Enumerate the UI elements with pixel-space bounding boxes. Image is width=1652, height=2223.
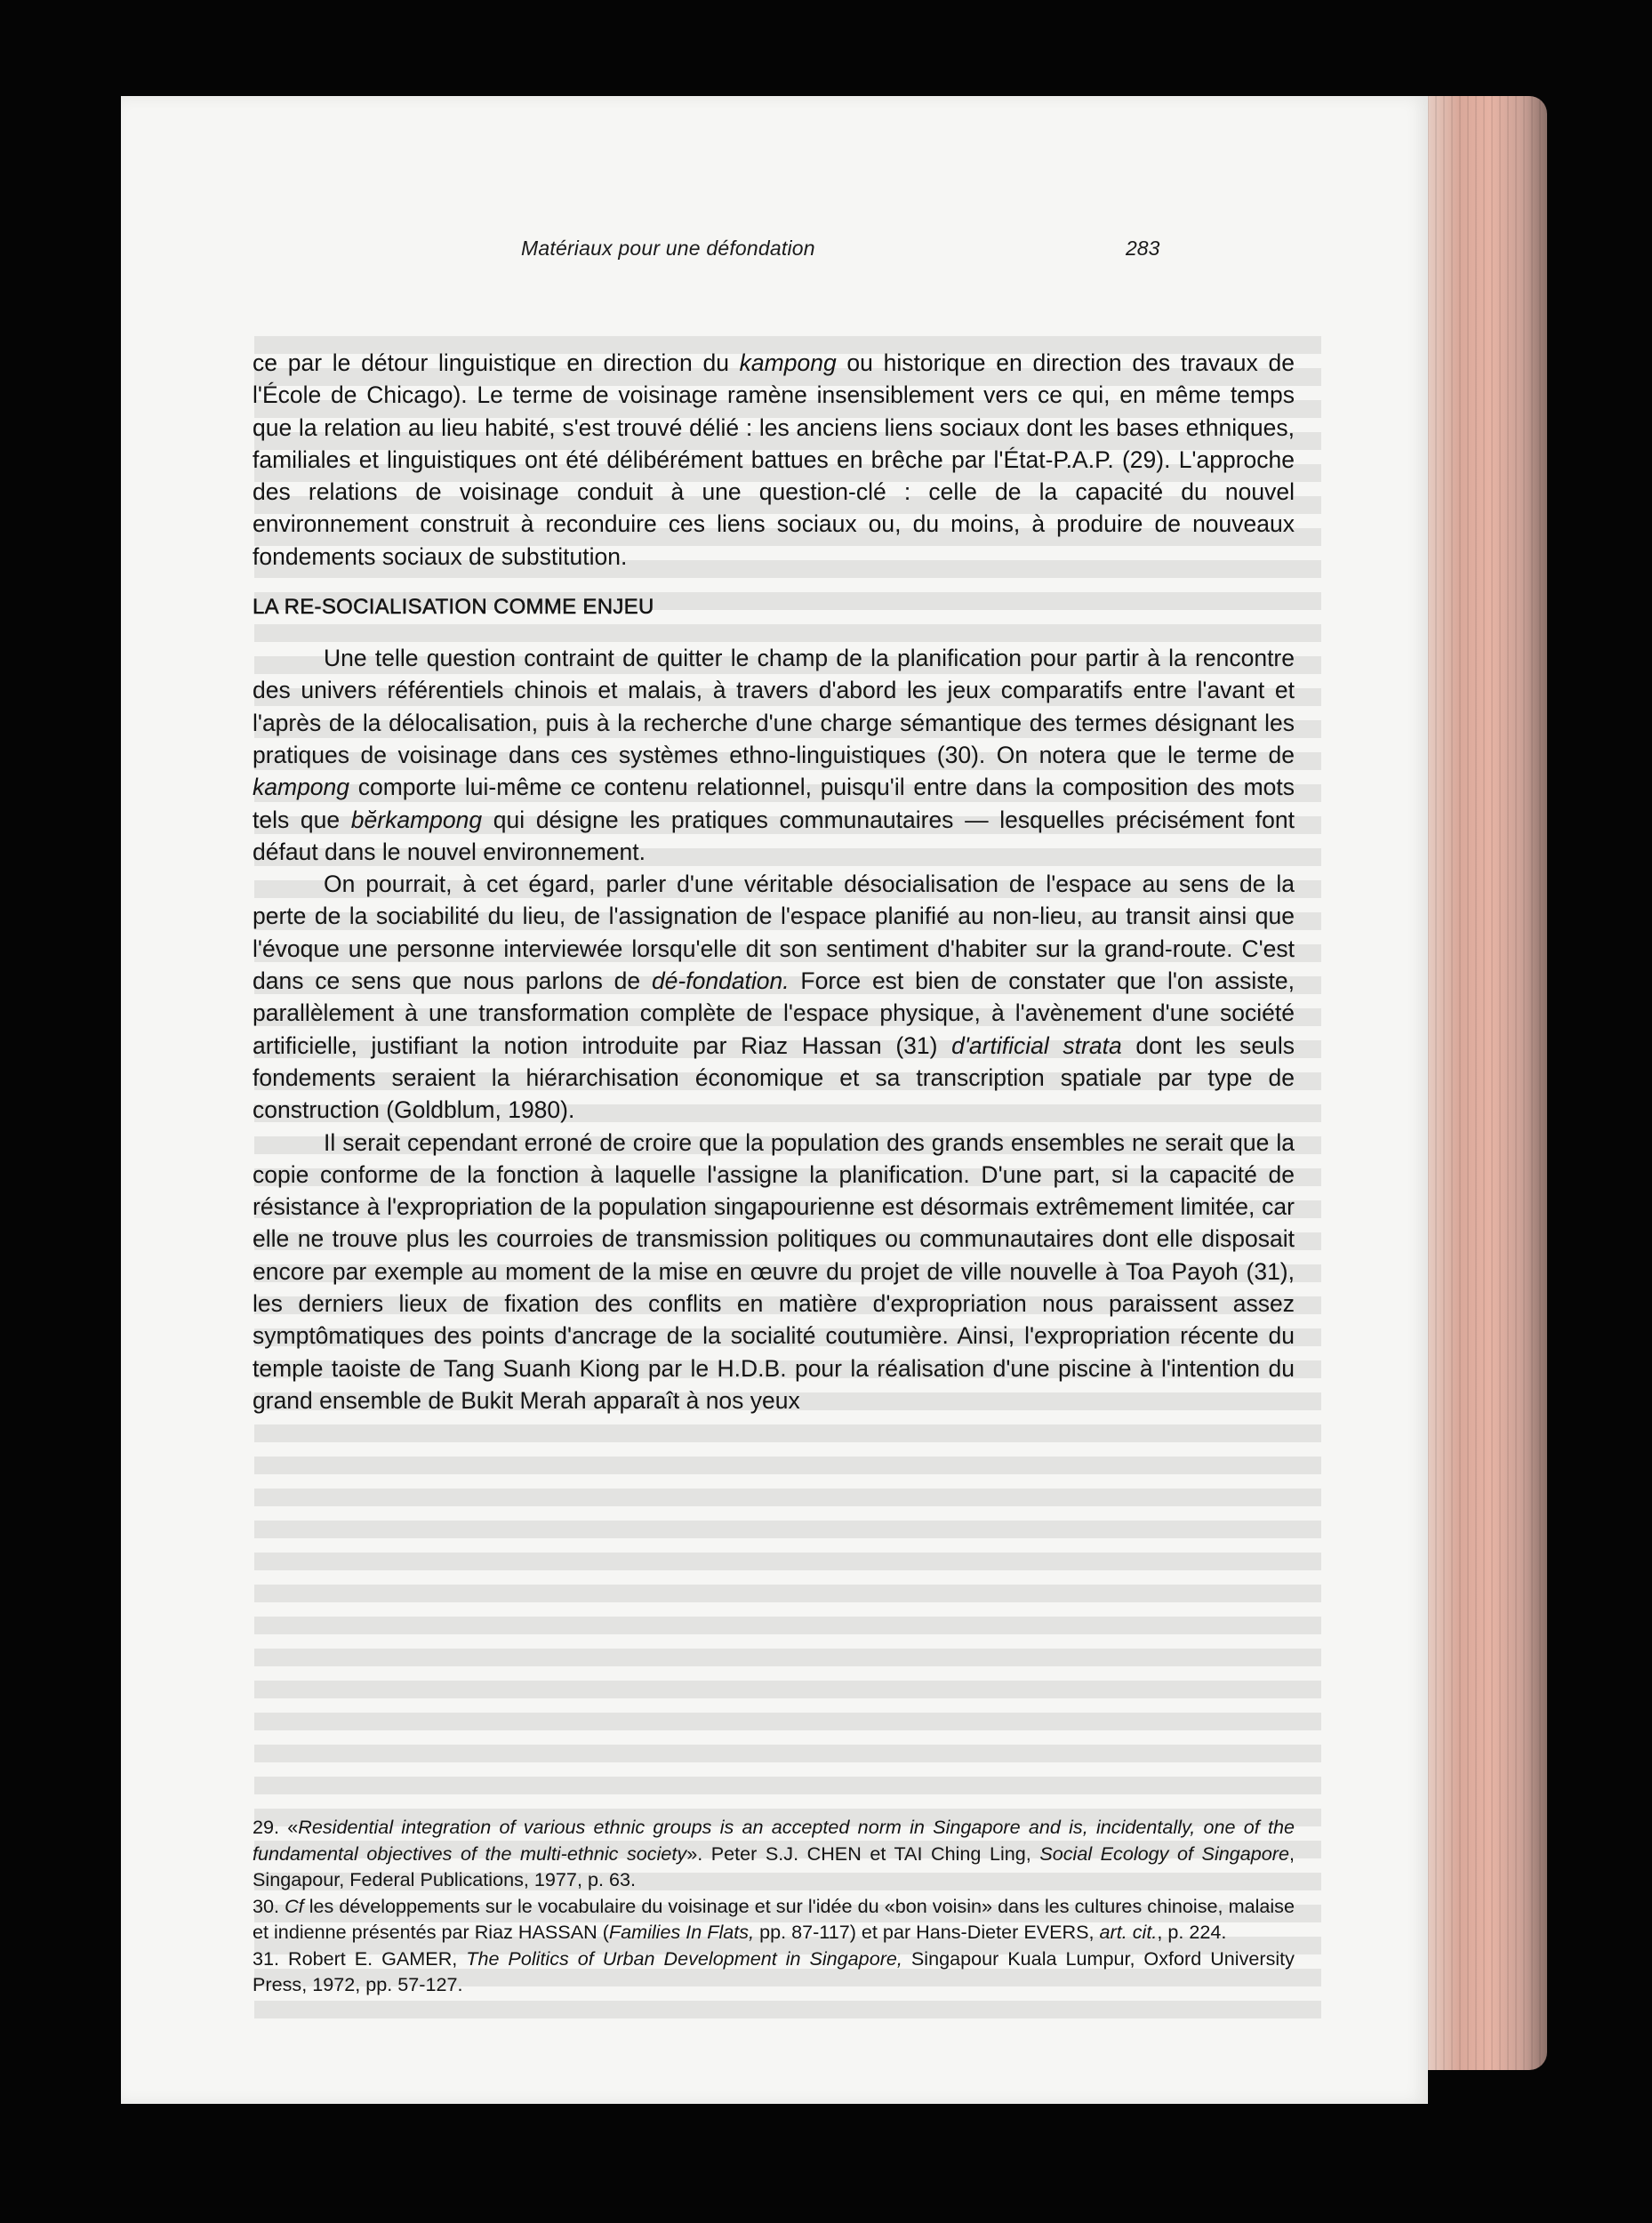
footnote-30 bbox=[253, 1893, 1295, 1946]
paragraph-3 bbox=[253, 868, 1295, 1126]
italic-term: Cf bbox=[285, 1894, 304, 1917]
italic-term: d'artificial strata bbox=[951, 1031, 1122, 1059]
text-run: Il serait cependant erroné de croire que la population des grands ensembles ne serait que la copie conforme de la fonction à laquelle l'assigne la planification. D'une part, si la capacité de résistance à l'expropriation de la population singapourienne est désormais extrêmement limitée, car elle ne trouve plus les courroies de transmission politiques ou communautaires dont elle disposait encore par exemple au moment de la mise en œuvre du projet de ville nouvelle à Toa Payoh (31), les derniers lieux de fixation des conflits en matière d'expropriation nous paraissent assez symptômatiques des points d'ancrage de la socialité coutumière. Ainsi, l'expropriation récente du temple taoiste de Tang Suanh Kiong par le H.D.B. pour la réalisation d'une piscine à l'intention du grand ensemble de Bukit Merah apparaît à nos yeux bbox=[253, 1128, 1295, 1414]
italic-title: The Politics of Urban Development in Singapore, bbox=[466, 1946, 902, 1970]
text-run: dont les seuls fondements seraient la hiérarchisation économique et sa transcription spatiale par type de construction (Goldblum, 1980). bbox=[253, 1031, 1295, 1124]
text-run: 31. Robert E. GAMER, bbox=[253, 1946, 467, 1970]
italic-term: kampong bbox=[739, 349, 837, 376]
text-run: , Singapour, Federal Publications, 1977, p. 63. bbox=[253, 1842, 1295, 1890]
paragraph-4 bbox=[253, 1127, 1295, 1417]
text-run: Force est bien de constater que l'on assiste, parallèlement à une transformation complète de l'espace physique, à l'avènement d'une société artificielle, justifiant la notion introduite par Riaz Hassan (31) bbox=[253, 967, 1295, 1059]
italic-term: kampong bbox=[253, 774, 350, 801]
italic-quote: Residential integration of various ethnic groups is an accepted norm in Singapore and is, incidentally, one of the fundamental objectives of the multi-ethnic society bbox=[253, 1816, 1295, 1865]
text-run: comporte lui-même ce contenu relationnel, puisqu'il entre dans la composition des mots tels que bbox=[253, 774, 1295, 833]
text-run: 29. « bbox=[253, 1816, 299, 1838]
text-run: pp. 87-117) et par Hans-Dieter EVERS, bbox=[754, 1921, 1100, 1943]
running-title: Matériaux pour une défondation bbox=[521, 237, 815, 260]
body-text bbox=[253, 347, 1295, 1416]
paragraph-1 bbox=[253, 347, 1295, 573]
italic-term: bĕrkampong bbox=[350, 806, 483, 833]
text-run: ». Peter S.J. CHEN et TAI Ching Ling, bbox=[686, 1842, 1040, 1865]
book-page bbox=[121, 96, 1428, 2104]
paragraph-2 bbox=[253, 642, 1295, 868]
text-run: , p. 224. bbox=[1157, 1921, 1227, 1943]
page-number: 283 bbox=[1126, 237, 1160, 260]
italic-term: dé-fondation. bbox=[651, 967, 790, 995]
footnote-31 bbox=[253, 1946, 1295, 1998]
footnotes bbox=[253, 1814, 1295, 1998]
text-run: qui désigne les pratiques communautaires — lesquelles précisément font défaut dans le nouvel environnement. bbox=[253, 806, 1295, 865]
text-run: Une telle question contraint de quitter le champ de la planification pour partir à la rencontre des univers référentiels chinois et malais, à travers d'abord les jeux comparatifs entre l'avant et l'après de la délocalisation, puis à la recherche d'une charge sémantique des termes désignant les pratiques de voisinage dans ces systèmes ethno-linguistiques (30). On notera que le terme de bbox=[253, 645, 1295, 768]
text-run: ce par le détour linguistique en direction du bbox=[253, 349, 740, 376]
italic-title: Families In Flats, bbox=[608, 1921, 755, 1943]
italic-term: art. cit. bbox=[1099, 1921, 1158, 1943]
text-run: ou historique en direction des travaux de l'École de Chicago). Le terme de voisinage ramène insensiblement vers ce qui, en même temps que la relation au lieu habité, s'est trouvé délié : les anciens liens sociaux dont les bases ethniques, familiales et linguistiques ont été délibérément battues en brêche par l'État-P.A.P. (29). L'approche des relations de voisinage conduit à une question-clé : celle de la capacité du nouvel environnement construit à reconduire ces liens sociaux ou, du moins, à produire de nouveaux fondements sociaux de substitution. bbox=[253, 349, 1295, 570]
text-run: les développements sur le vocabulaire du voisinage et sur l'idée du «bon voisin» dans les cultures chinoise, malaise et indienne présentés par Riaz HASSAN ( bbox=[253, 1894, 1295, 1943]
text-run: Singapour Kuala Lumpur, Oxford University Press, 1972, pp. 57-127. bbox=[253, 1946, 1295, 1995]
section-heading: LA RE-SOCIALISATION COMME ENJEU bbox=[253, 595, 654, 620]
italic-title: Social Ecology of Singapore bbox=[1039, 1842, 1290, 1865]
text-run: 30. bbox=[253, 1894, 285, 1917]
text-run: On pourrait, à cet égard, parler d'une véritable désocialisation de l'espace au sens de la perte de la sociabilité du lieu, de l'assignation de l'espace planifié au non-lieu, au transit ainsi que l'évoque une personne interviewée lorsqu'elle dit son sentiment d'habiter sur la grand-route. C'est dans ce sens que nous parlons de bbox=[253, 871, 1295, 995]
footnote-29 bbox=[253, 1814, 1295, 1893]
